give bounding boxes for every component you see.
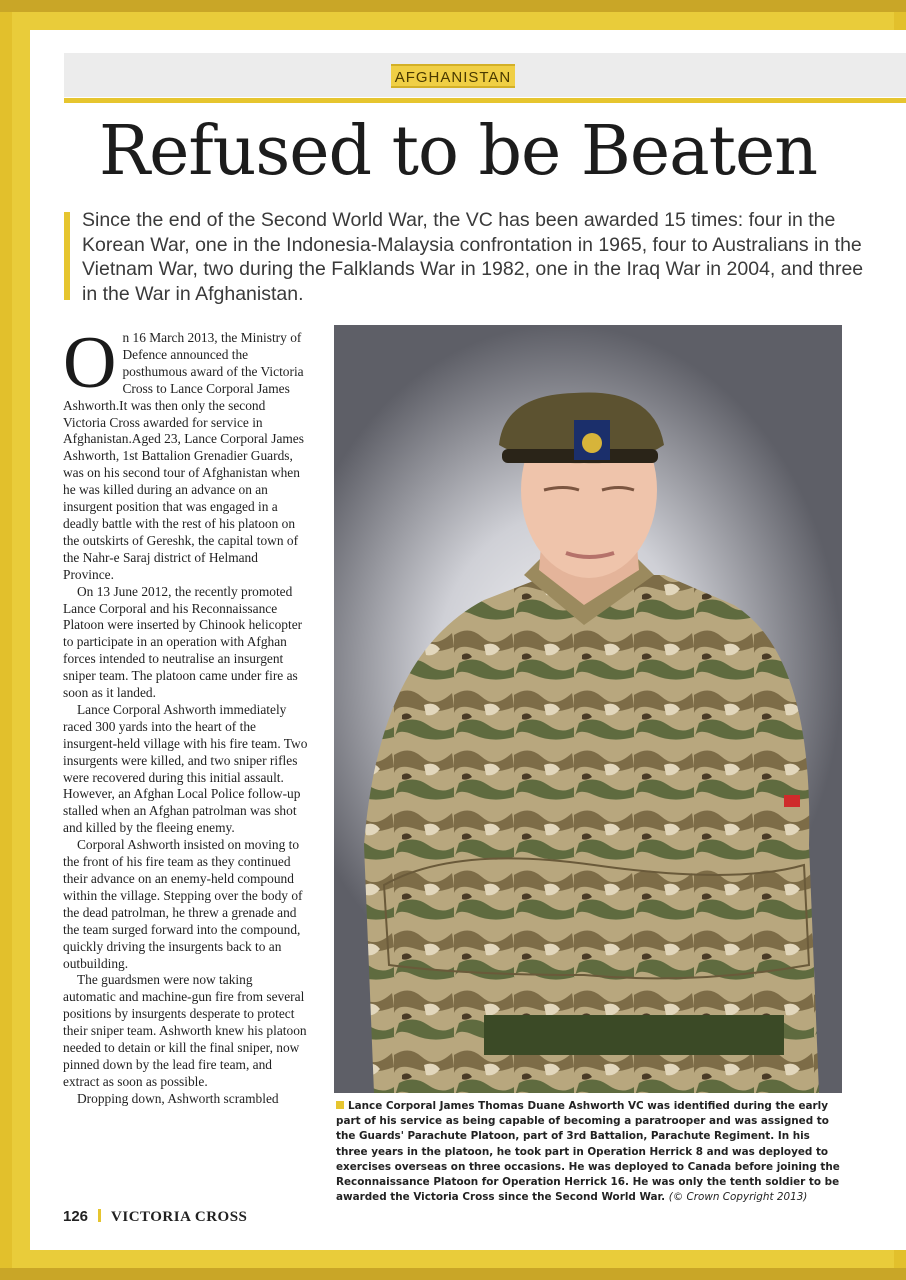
article-body-column — [63, 322, 308, 1108]
publication-name: VICTORIA CROSS — [111, 1209, 248, 1225]
soldier-portrait-illustration — [334, 325, 842, 1093]
section-label: AFGHANISTAN — [391, 64, 515, 88]
article-headline: Refused to be Beaten — [98, 112, 818, 191]
body-paragraph-text: n 16 March 2013, the Ministry of Defence announced the posthumous award of the Victoria Cross to Lance Corporal James Ashworth.It was then only the second Victoria Cross awarded for service in Afghanistan.Aged 23, Lance Corporal James Ashworth, 1st Battalion Grenadier Guards, was on his second tour of Afghanistan when he was killed during an advance on an insurgent position that was engaged in a deadly battle with the rest of his platoon on the outskirts of Gereshk, the capital town of the Nahr-e Saraj district of Helmand Province. — [63, 330, 304, 582]
photo-caption — [336, 1099, 844, 1205]
photo-credit: (© Crown Copyright 2013) — [668, 1191, 808, 1204]
body-paragraph: Lance Corporal Ashworth immediately raced 300 yards into the heart of the insurgent-held village with his fire team. Two insurgents were killed, and two sniper rifles were recovered during this initial assault. However, an Afghan Local Police follow-up stalled when an Afghan patrolman was shot and killed by the fleeing enemy. — [63, 701, 308, 836]
caption-marker — [336, 1101, 344, 1109]
frame-top-band — [0, 0, 906, 12]
body-paragraph — [63, 322, 308, 584]
caption-text: Lance Corporal James Thomas Duane Ashworth VC was identified during the early part of his service as being capable of becoming a paratrooper and was assigned to the Guards' Parachute Platoon, part of 3rd Battalion, Parachute Regiment. In his three years in the platoon, he took part in Operation Herrick 8 and was deployed to exercises overseas on three occasions. He was deployed to Canada before joining the Reconnaissance Platoon for Operation Herrick 16. He was only the tenth soldier to be awarded the Victoria Cross since the Second World War. — [336, 1100, 840, 1204]
body-paragraph: Dropping down, Ashworth scrambled — [77, 1090, 279, 1106]
article-standfirst: Since the end of the Second World War, the VC has been awarded 15 times: four in the Korean War, one in the Indonesia-Malaysia confrontation in 1965, four to Australians in the Vietnam War, two during the Falklands War in 1982, one in the Iraq War in 2004, and three in the War in Afghanistan. — [82, 209, 864, 305]
drop-cap: O — [63, 322, 117, 404]
page-number: 126 — [63, 1208, 89, 1225]
page-footer — [63, 1208, 247, 1226]
soldier-portrait-photo — [334, 325, 842, 1093]
section-divider — [64, 98, 906, 103]
body-paragraph: The guardsmen were now taking automatic and machine-gun fire from several positions by insurgents desperate to protect their sniper team. Ashworth knew his platoon needed to detain or kill the final sniper, now pinned down by the lead fire team, and extract as soon as possible. — [63, 972, 307, 1089]
standfirst-accent-bar — [64, 212, 70, 300]
magazine-page — [30, 30, 906, 1250]
body-paragraph: Corporal Ashworth insisted on moving to the front of his fire team as they continued their advance on an enemy-held compound within the village. Stepping over the body of the dead patrolman, he threw a grenade and the team surged forward into the compound, quickly driving the insurgents back to an outbuilding. — [63, 837, 303, 971]
body-paragraph: On 13 June 2012, the recently promoted Lance Corporal and his Reconnaissance Platoon were inserted by Chinook helicopter to participate in an operation with Afghan forces intended to neutralise an insurgent sniper team. The platoon came under fire as soon as it landed. — [63, 583, 303, 701]
frame-bottom-band — [0, 1268, 906, 1280]
footer-separator — [98, 1209, 101, 1222]
